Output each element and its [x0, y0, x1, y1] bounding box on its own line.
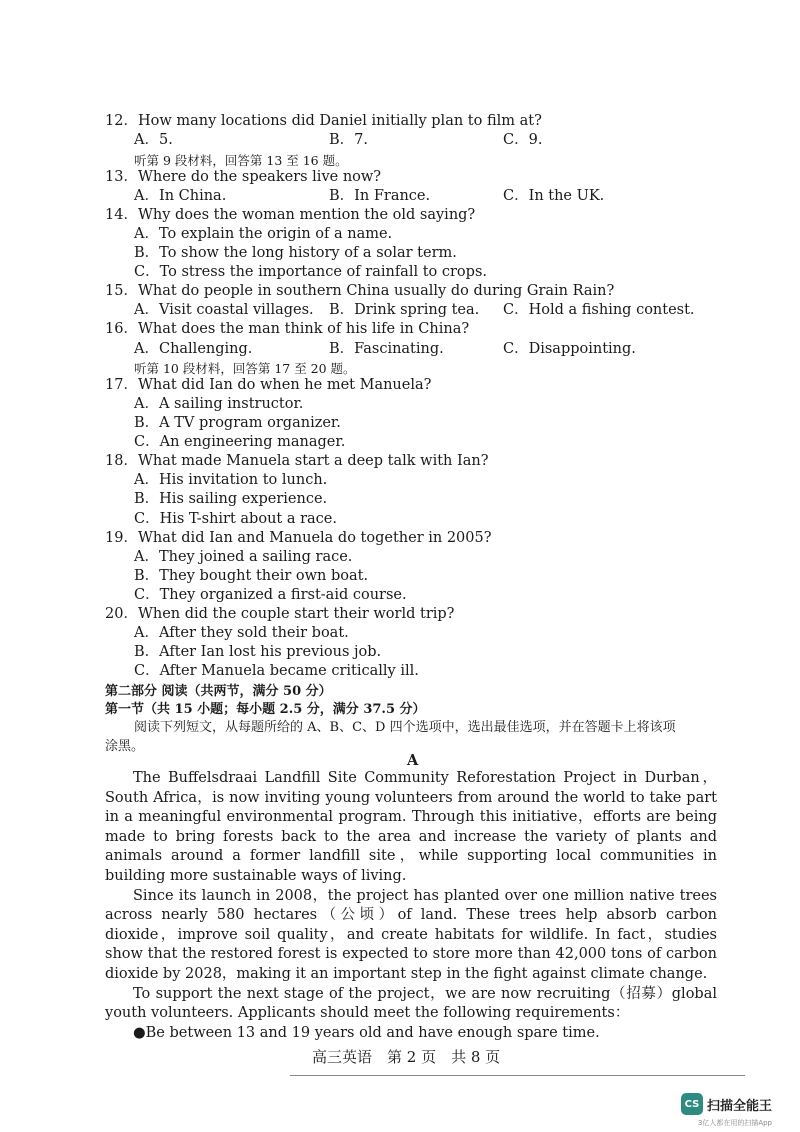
camscanner-logo: CS: [681, 1093, 703, 1115]
option-b: B．His sailing experience.: [134, 491, 328, 507]
question-14: 14．Why does the woman mention the old saying?: [105, 207, 476, 223]
option-a: A．His invitation to lunch.: [134, 472, 328, 488]
option-c: C．9.: [503, 132, 543, 148]
option-c: C．In the UK.: [503, 188, 605, 204]
question-15: 15．What do people in southern China usually do during Grain Rain?: [105, 283, 615, 299]
option-a: A．They joined a sailing race.: [134, 549, 353, 565]
option-c: C．After Manuela became critically ill.: [134, 663, 419, 679]
reading-directions: 阅读下列短文，从每题所给的 A、B、C、D 四个选项中，选出最佳选项，并在答题卡上将该项: [134, 720, 676, 735]
option-b: B．Drink spring tea.: [329, 302, 480, 318]
question-18: 18．What made Manuela start a deep talk with Ian?: [105, 453, 489, 469]
option-c: C．Hold a fishing contest.: [503, 302, 695, 318]
listening-instruction-10: 听第 10 段材料，回答第 17 至 20 题。: [134, 361, 356, 376]
option-b: B．7.: [329, 132, 368, 148]
section1-heading: 第一节（共 15 小题；每小题 2.5 分，满分 37.5 分）: [105, 702, 426, 717]
footer-divider: [290, 1075, 745, 1076]
option-b: B．To show the long history of a solar term.: [134, 245, 457, 261]
option-a: A．Visit coastal villages.: [134, 302, 314, 318]
option-a: A．5.: [134, 132, 173, 148]
passage-label: A: [407, 752, 419, 769]
option-a: A．Challenging.: [134, 341, 253, 357]
option-a: A．A sailing instructor.: [134, 396, 304, 412]
question-12: 12．How many locations did Daniel initially plan to film at?: [105, 113, 542, 129]
option-c: C．An engineering manager.: [134, 434, 346, 450]
watermark-name: 扫描全能王: [706, 1098, 772, 1114]
watermark-subtitle: 3亿人都在用的扫描App: [697, 1119, 772, 1127]
paragraph-3: To support the next stage of the project，we are now recruiting（招募）global youth volunteers. Applicants should meet the following requirements：: [105, 985, 717, 1022]
scanner-watermark: [681, 1093, 772, 1115]
option-b: B．They bought their own boat.: [134, 568, 369, 584]
option-a: A．After they sold their boat.: [134, 625, 349, 641]
requirement-bullet: ●Be between 13 and 19 years old and have enough spare time.: [133, 1024, 600, 1041]
part2-heading: 第二部分 阅读（共两节，满分 50 分）: [105, 684, 332, 699]
option-b: B．In France.: [329, 188, 431, 204]
page-footer: 高三英语 第 2 页 共 8 页: [312, 1048, 501, 1066]
question-20: 20．When did the couple start their world trip?: [105, 606, 455, 622]
question-19: 19．What did Ian and Manuela do together in 2005?: [105, 530, 492, 546]
option-c: C．His T-shirt about a race.: [134, 511, 337, 527]
paragraph-2: Since its launch in 2008，the project has planted over one million native trees across nearly 580 hectares（公顷）of land. These trees help absorb carbon dioxide，improve soil quality，and create habitats for wildlife. In fact，studies show that the restored forest is expected to store more than 42,000 tons of carbon dioxide by 2028，making it an important step in the fight against climate change.: [105, 887, 717, 982]
paragraph-1: The Buffelsdraai Landfill Site Community Reforestation Project in Durban，South Africa，is now inviting young volunteers from around the world to take part in a meaningful environmental program. Through this initiative，efforts are being made to bring forests back to the area and increase the variety of plants and animals around a former landfill site，while supporting local communities in building more sustainable ways of living.: [105, 770, 717, 884]
option-b: B．Fascinating.: [329, 341, 444, 357]
reading-directions-cont: 涂黑。: [105, 739, 145, 754]
question-16: 16．What does the man think of his life in China?: [105, 321, 470, 337]
option-b: B．After Ian lost his previous job.: [134, 644, 382, 660]
option-b: B．A TV program organizer.: [134, 415, 341, 431]
option-c: C．To stress the importance of rainfall to crops.: [134, 264, 487, 280]
question-17: 17．What did Ian do when he met Manuela?: [105, 377, 432, 393]
option-c: C．Disappointing.: [503, 341, 636, 357]
passage-a: [105, 769, 717, 1043]
option-a: A．To explain the origin of a name.: [134, 226, 393, 242]
listening-instruction-9: 听第 9 段材料，回答第 13 至 16 题。: [134, 153, 348, 168]
option-c: C．They organized a first-aid course.: [134, 587, 407, 603]
question-13: 13．Where do the speakers live now?: [105, 169, 382, 185]
option-a: A．In China.: [134, 188, 227, 204]
